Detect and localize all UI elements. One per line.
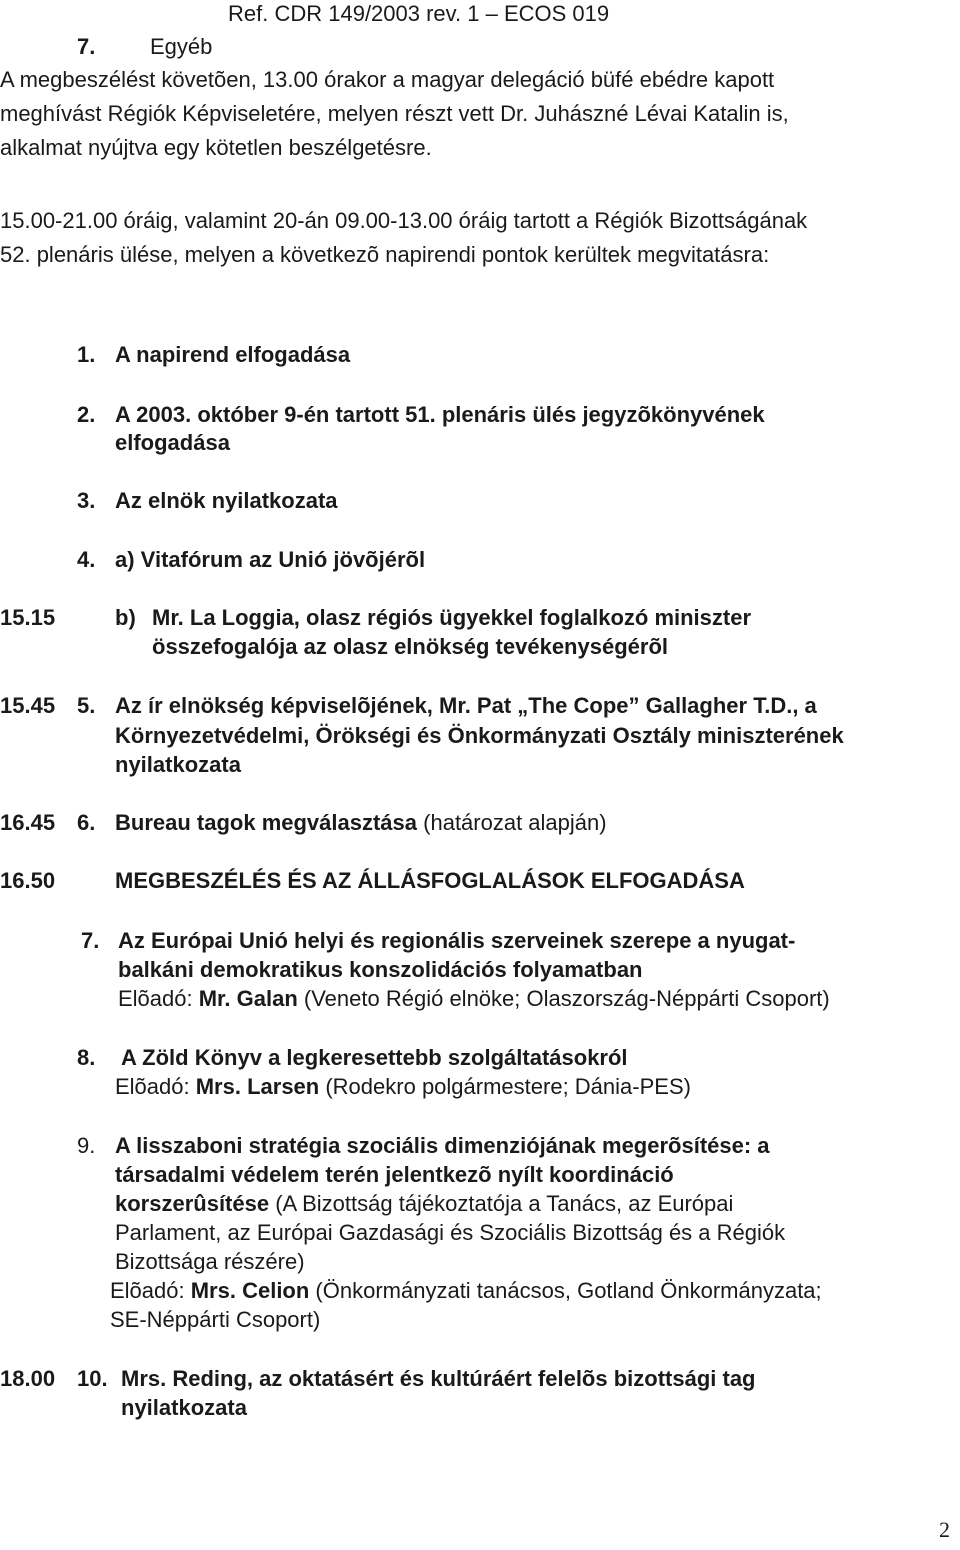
rapporteur-label: Elõadó: (115, 1074, 196, 1099)
agenda-item-4b-line-1: Mr. La Loggia, olasz régiós ügyekkel foglalkozó miniszter (152, 605, 752, 630)
agenda-item-10-line-2: nyilatkozata (121, 1395, 247, 1420)
agenda-item-5-line-3: nyilatkozata (115, 752, 241, 777)
section-number: 7. (77, 34, 96, 59)
agenda-item-5-time: 15.45 (0, 693, 56, 718)
agenda-item-9-rapporteur (110, 1278, 822, 1304)
agenda-item-7-number: 7. (81, 928, 100, 953)
agenda-item-2-number: 2. (77, 402, 96, 427)
agenda-item-3-text: Az elnök nyilatkozata (115, 488, 338, 513)
agenda-item-9-line-2: társadalmi védelem terén jelentkezõ nyílt koordináció (115, 1162, 674, 1187)
agenda-item-8-line-1: A Zöld Könyv a legkeresettebb szolgáltatásokról (121, 1045, 628, 1070)
agenda-item-10-line-1: Mrs. Reding, az oktatásért és kultúráért felelõs bizottsági tag (121, 1366, 756, 1391)
rapporteur-label: Elõadó: (110, 1278, 191, 1303)
agenda-item-9-line-4: Parlament, az Európai Gazdasági és Szociális Bizottság és a Régiók (115, 1220, 786, 1245)
agenda-item-9-line-3-bold: korszerûsítése (115, 1191, 270, 1216)
agenda-item-10-time: 18.00 (0, 1366, 56, 1391)
agenda-item-6-note: (határozat alapján) (417, 810, 607, 835)
agenda-item-4b-time: 15.15 (0, 605, 56, 630)
section-title: Egyéb (150, 34, 213, 59)
rapporteur-name: Mrs. Larsen (195, 1074, 320, 1099)
agenda-item-9-line-3-normal: (A Bizottság tájékoztatója a Tanács, az Európai (269, 1191, 734, 1216)
agenda-item-6-time: 16.45 (0, 810, 56, 835)
intro-line-1: A megbeszélést követõen, 13.00 órakor a magyar delegáció büfé ebédre kapott (0, 67, 775, 92)
agenda-item-2-line-1: A 2003. október 9-én tartott 51. plenáris ülés jegyzõkönyvének (115, 402, 765, 427)
rapporteur-role: (Rodekro polgármestere; Dánia-PES) (319, 1074, 691, 1099)
agenda-item-2-line-2: elfogadása (115, 430, 230, 455)
agenda-item-9-line-1: A lisszaboni stratégia szociális dimenziójának megerõsítése: a (115, 1133, 770, 1158)
agenda-item-6-title: Bureau tagok megválasztása (115, 810, 418, 835)
agenda-item-4a-text: a) Vitafórum az Unió jövõjérõl (115, 547, 426, 572)
rapporteur-role: (Veneto Régió elnöke; Olaszország-Néppárti Csoport) (297, 986, 830, 1011)
agenda-item-4-number: 4. (77, 547, 96, 572)
page-number: 2 (939, 1517, 950, 1542)
discussion-time: 16.50 (0, 868, 56, 893)
agenda-item-4b-line-2: összefogalója az olasz elnökség tevékenységérõl (152, 634, 668, 659)
agenda-item-8-rapporteur (115, 1074, 691, 1100)
intro-line-2: meghívást Régiók Képviseletére, melyen részt vett Dr. Juhászné Lévai Katalin is, (0, 101, 789, 126)
discussion-heading: MEGBESZÉLÉS ÉS AZ ÁLLÁSFOGLALÁSOK ELFOGADÁSA (115, 868, 745, 893)
session-line-2: 52. plenáris ülése, melyen a következõ napirendi pontok kerültek megvitatásra: (0, 242, 770, 267)
agenda-item-9-line-5: Bizottsága részére) (115, 1249, 305, 1274)
agenda-item-6-text (115, 810, 607, 836)
agenda-item-6-number: 6. (77, 810, 96, 835)
session-line-1: 15.00-21.00 óráig, valamint 20-án 09.00-13.00 óráig tartott a Régiók Bizottságának (0, 208, 808, 233)
agenda-item-10-number: 10. (77, 1366, 108, 1391)
agenda-item-1-number: 1. (77, 342, 96, 367)
agenda-item-9-line-3 (115, 1191, 733, 1217)
agenda-item-7-line-2: balkáni demokratikus konszolidációs folyamatban (118, 957, 643, 982)
agenda-item-4b-label: b) (115, 605, 136, 630)
agenda-item-5-line-1: Az ír elnökség képviselõjének, Mr. Pat „The Cope” Gallagher T.D., a (115, 693, 817, 718)
agenda-item-7-line-1: Az Európai Unió helyi és regionális szerveinek szerepe a nyugat- (118, 928, 796, 953)
rapporteur-label: Elõadó: (118, 986, 199, 1011)
intro-line-3: alkalmat nyújtva egy kötetlen beszélgetésre. (0, 135, 432, 160)
agenda-item-5-number: 5. (77, 693, 96, 718)
agenda-item-7-rapporteur (118, 986, 830, 1012)
rapporteur-name: Mrs. Celion (190, 1278, 310, 1303)
rapporteur-role: (Önkormányzati tanácsos, Gotland Önkormányzata; (309, 1278, 822, 1303)
agenda-item-1-text: A napirend elfogadása (115, 342, 351, 367)
agenda-item-3-number: 3. (77, 488, 96, 513)
reference-header: Ref. CDR 149/2003 rev. 1 – ECOS 019 (228, 1, 610, 26)
rapporteur-name: Mr. Galan (198, 986, 298, 1011)
agenda-item-9-rapporteur-role-cont: SE-Néppárti Csoport) (110, 1307, 321, 1332)
agenda-item-9-number: 9. (77, 1133, 96, 1158)
agenda-item-5-line-2: Környezetvédelmi, Örökségi és Önkormányzati Osztály miniszterének (115, 723, 844, 748)
agenda-item-8-number: 8. (77, 1045, 96, 1070)
